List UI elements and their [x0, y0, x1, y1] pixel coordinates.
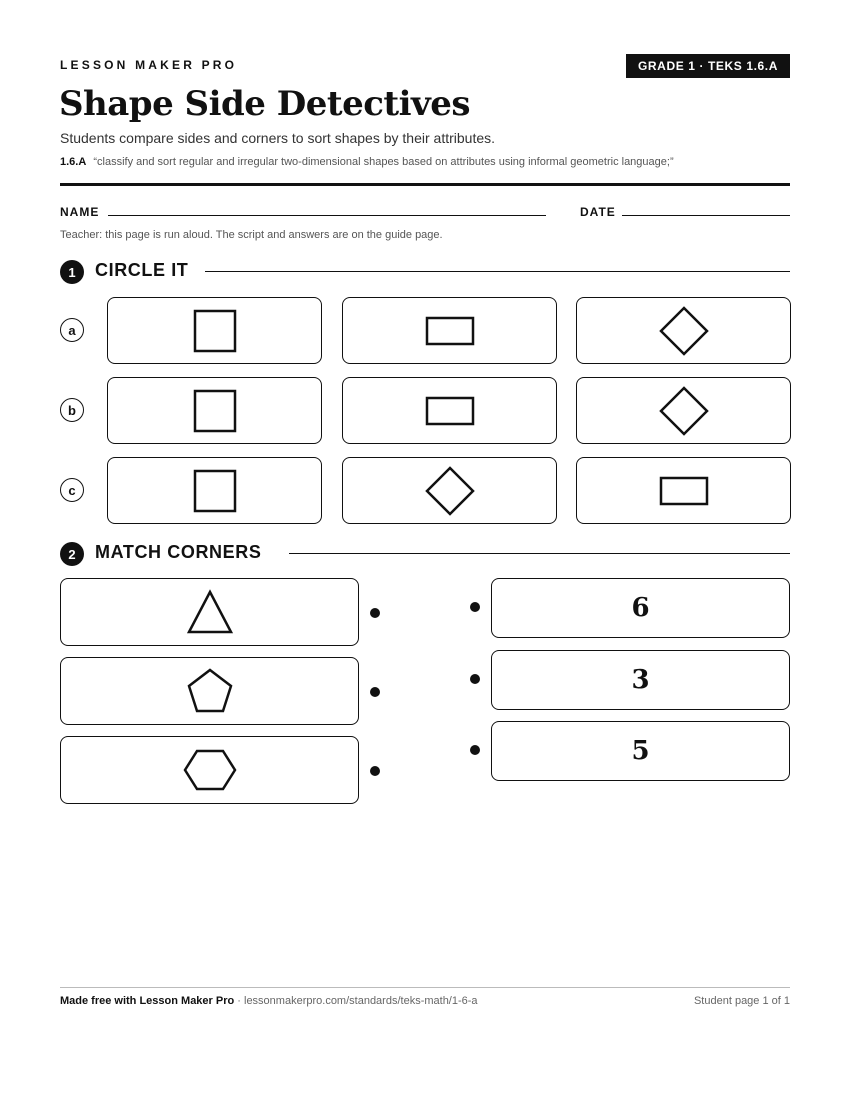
match-right-dot[interactable]	[470, 602, 480, 612]
square-icon	[193, 469, 237, 513]
standard-text: “classify and sort regular and irregular two-dimensional shapes based on attributes using informal geometric language;”	[93, 156, 674, 168]
hexagon-icon	[183, 748, 237, 792]
rectangle-icon	[659, 476, 709, 506]
section-1-title: CIRCLE IT	[95, 260, 189, 280]
row-label-b: b	[60, 398, 84, 422]
standard-code: 1.6.A	[60, 156, 87, 168]
match-shape-card[interactable]	[60, 736, 359, 804]
standard-line	[60, 156, 674, 168]
shape-choice-card[interactable]	[342, 297, 557, 364]
shape-choice-card[interactable]	[576, 377, 791, 444]
shape-choice-card[interactable]	[342, 457, 557, 524]
match-left-dot[interactable]	[370, 687, 380, 697]
shape-choice-card[interactable]	[107, 377, 322, 444]
corner-count-number: 3	[631, 665, 650, 695]
rectangle-icon	[425, 396, 475, 426]
section-2-title: MATCH CORNERS	[95, 542, 262, 562]
teacher-note: Teacher: this page is run aloud. The script and answers are on the guide page.	[60, 229, 443, 241]
name-field[interactable]	[108, 215, 546, 216]
row-label-c: c	[60, 478, 84, 502]
footer-page-number: Student page 1 of 1	[693, 995, 790, 1007]
footer-separator: ·	[234, 995, 244, 1007]
grade-badge: GRADE 1 · TEKS 1.6.A	[626, 54, 790, 78]
page-subtitle: Students compare sides and corners to sort shapes by their attributes.	[60, 130, 496, 146]
row-label-a: a	[60, 318, 84, 342]
match-right-dot[interactable]	[470, 745, 480, 755]
square-icon	[193, 309, 237, 353]
date-field[interactable]	[622, 215, 790, 216]
footer-url[interactable]: lessonmakerpro.com/standards/teks-math/1-6-a	[244, 995, 478, 1007]
rectangle-icon	[425, 316, 475, 346]
pentagon-icon	[185, 667, 235, 715]
footer-made-with: Made free with Lesson Maker Pro	[60, 995, 235, 1007]
diamond-icon	[659, 386, 709, 436]
page-title: Shape Side Detectives	[59, 84, 471, 124]
section-1-rule	[205, 271, 790, 272]
section-2-rule	[289, 553, 790, 554]
diamond-icon	[659, 306, 709, 356]
match-number-card[interactable]	[491, 721, 790, 781]
shape-choice-card[interactable]	[342, 377, 557, 444]
footer-credit	[60, 995, 478, 1007]
shape-choice-card[interactable]	[576, 297, 791, 364]
shape-choice-card[interactable]	[107, 297, 322, 364]
corner-count-number: 5	[631, 736, 650, 766]
name-label: NAME	[60, 205, 100, 219]
footer-divider	[60, 987, 790, 988]
match-number-card[interactable]	[491, 578, 790, 638]
date-label: DATE	[580, 205, 616, 219]
section-2-number: 2	[60, 542, 84, 566]
header-divider	[60, 183, 790, 186]
brand-name: LESSON MAKER PRO	[60, 58, 238, 72]
match-left-dot[interactable]	[370, 766, 380, 776]
match-left-dot[interactable]	[370, 608, 380, 618]
shape-choice-card[interactable]	[107, 457, 322, 524]
triangle-icon	[185, 589, 235, 635]
square-icon	[193, 389, 237, 433]
corner-count-number: 6	[631, 593, 650, 623]
match-shape-card[interactable]	[60, 657, 359, 725]
diamond-icon	[425, 466, 475, 516]
section-1-number: 1	[60, 260, 84, 284]
match-number-card[interactable]	[491, 650, 790, 710]
match-right-dot[interactable]	[470, 674, 480, 684]
shape-choice-card[interactable]	[576, 457, 791, 524]
match-shape-card[interactable]	[60, 578, 359, 646]
